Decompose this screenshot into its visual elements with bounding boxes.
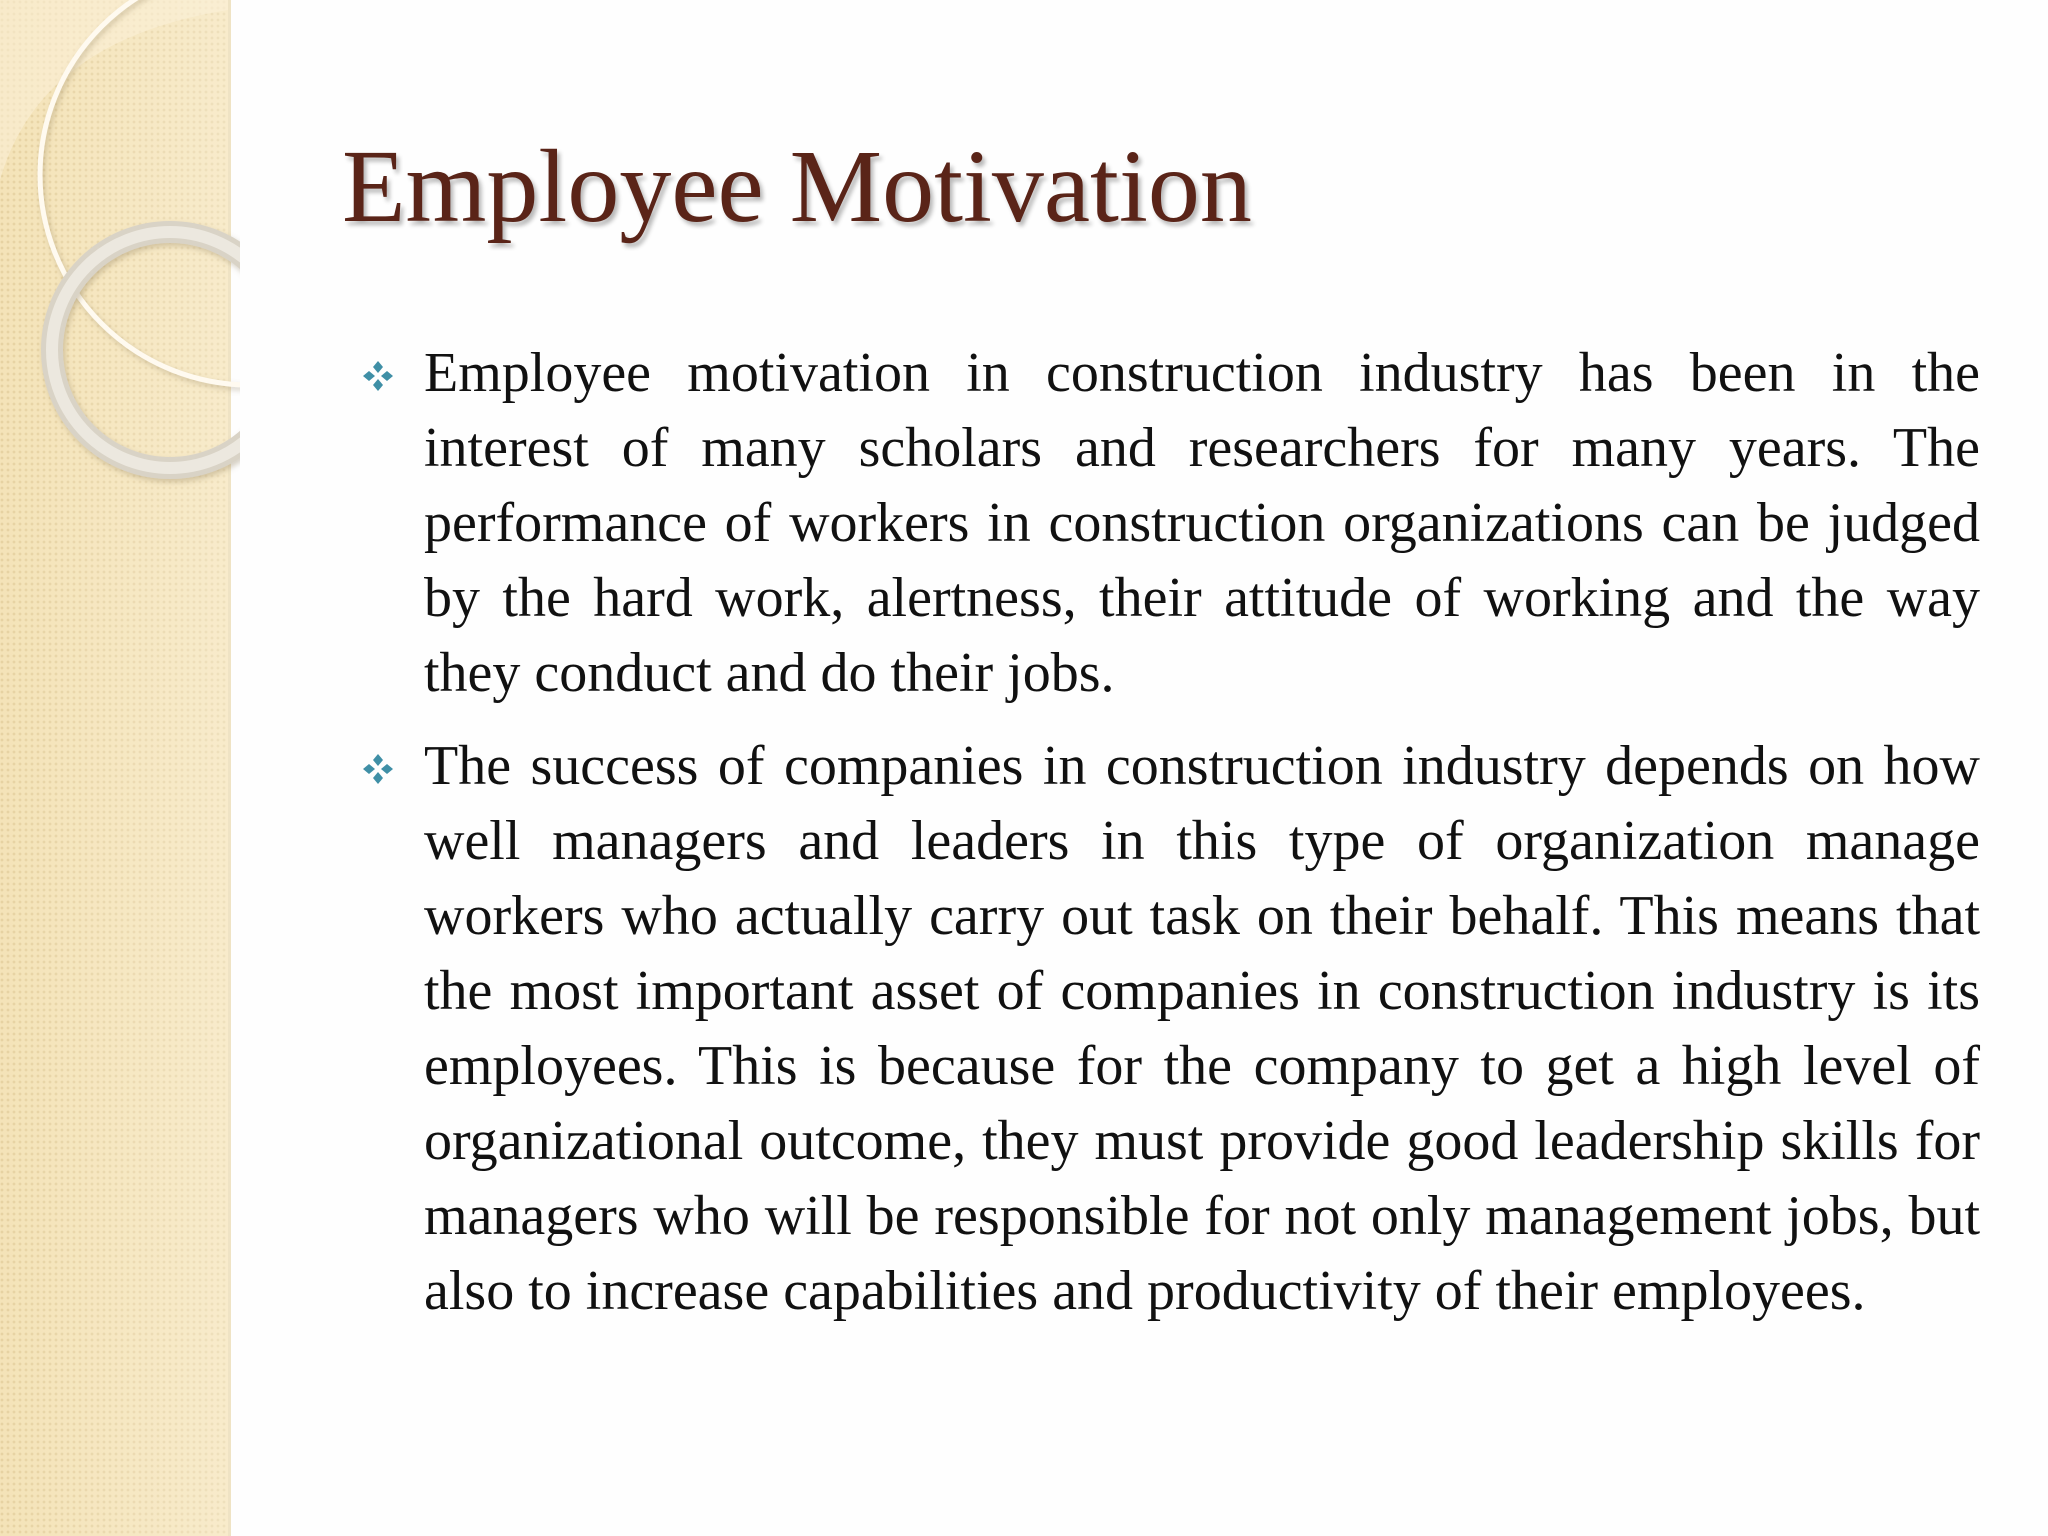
bullet-list bbox=[360, 336, 1980, 1347]
bullet-text: Employee motivation in construction industry has been in the interest of many scholars and researchers for many years. The performance of workers in construction organizations can be judged by the hard work, alertness, their attitude of working and the way they conduct and do their jobs. bbox=[424, 342, 1980, 704]
slide-title: Employee Motivation bbox=[342, 129, 1252, 244]
four-diamond-bullet-icon bbox=[360, 751, 396, 787]
bullet-text: The success of companies in construction industry depends on how well managers and leaders in this type of organization manage workers who actually carry out task on their behalf. This means that the most important asset of companies in construction industry is its employees. This is because for the company to get a high level of organizational outcome, they must provide good leadership skills for managers who will be responsible for not only management jobs, but also to increase capabilities and productivity of their employees. bbox=[424, 735, 1980, 1322]
decorative-rings bbox=[0, 0, 240, 520]
bullet-item-1 bbox=[360, 336, 1980, 711]
bullet-item-2 bbox=[360, 729, 1980, 1329]
four-diamond-bullet-icon bbox=[360, 358, 396, 394]
